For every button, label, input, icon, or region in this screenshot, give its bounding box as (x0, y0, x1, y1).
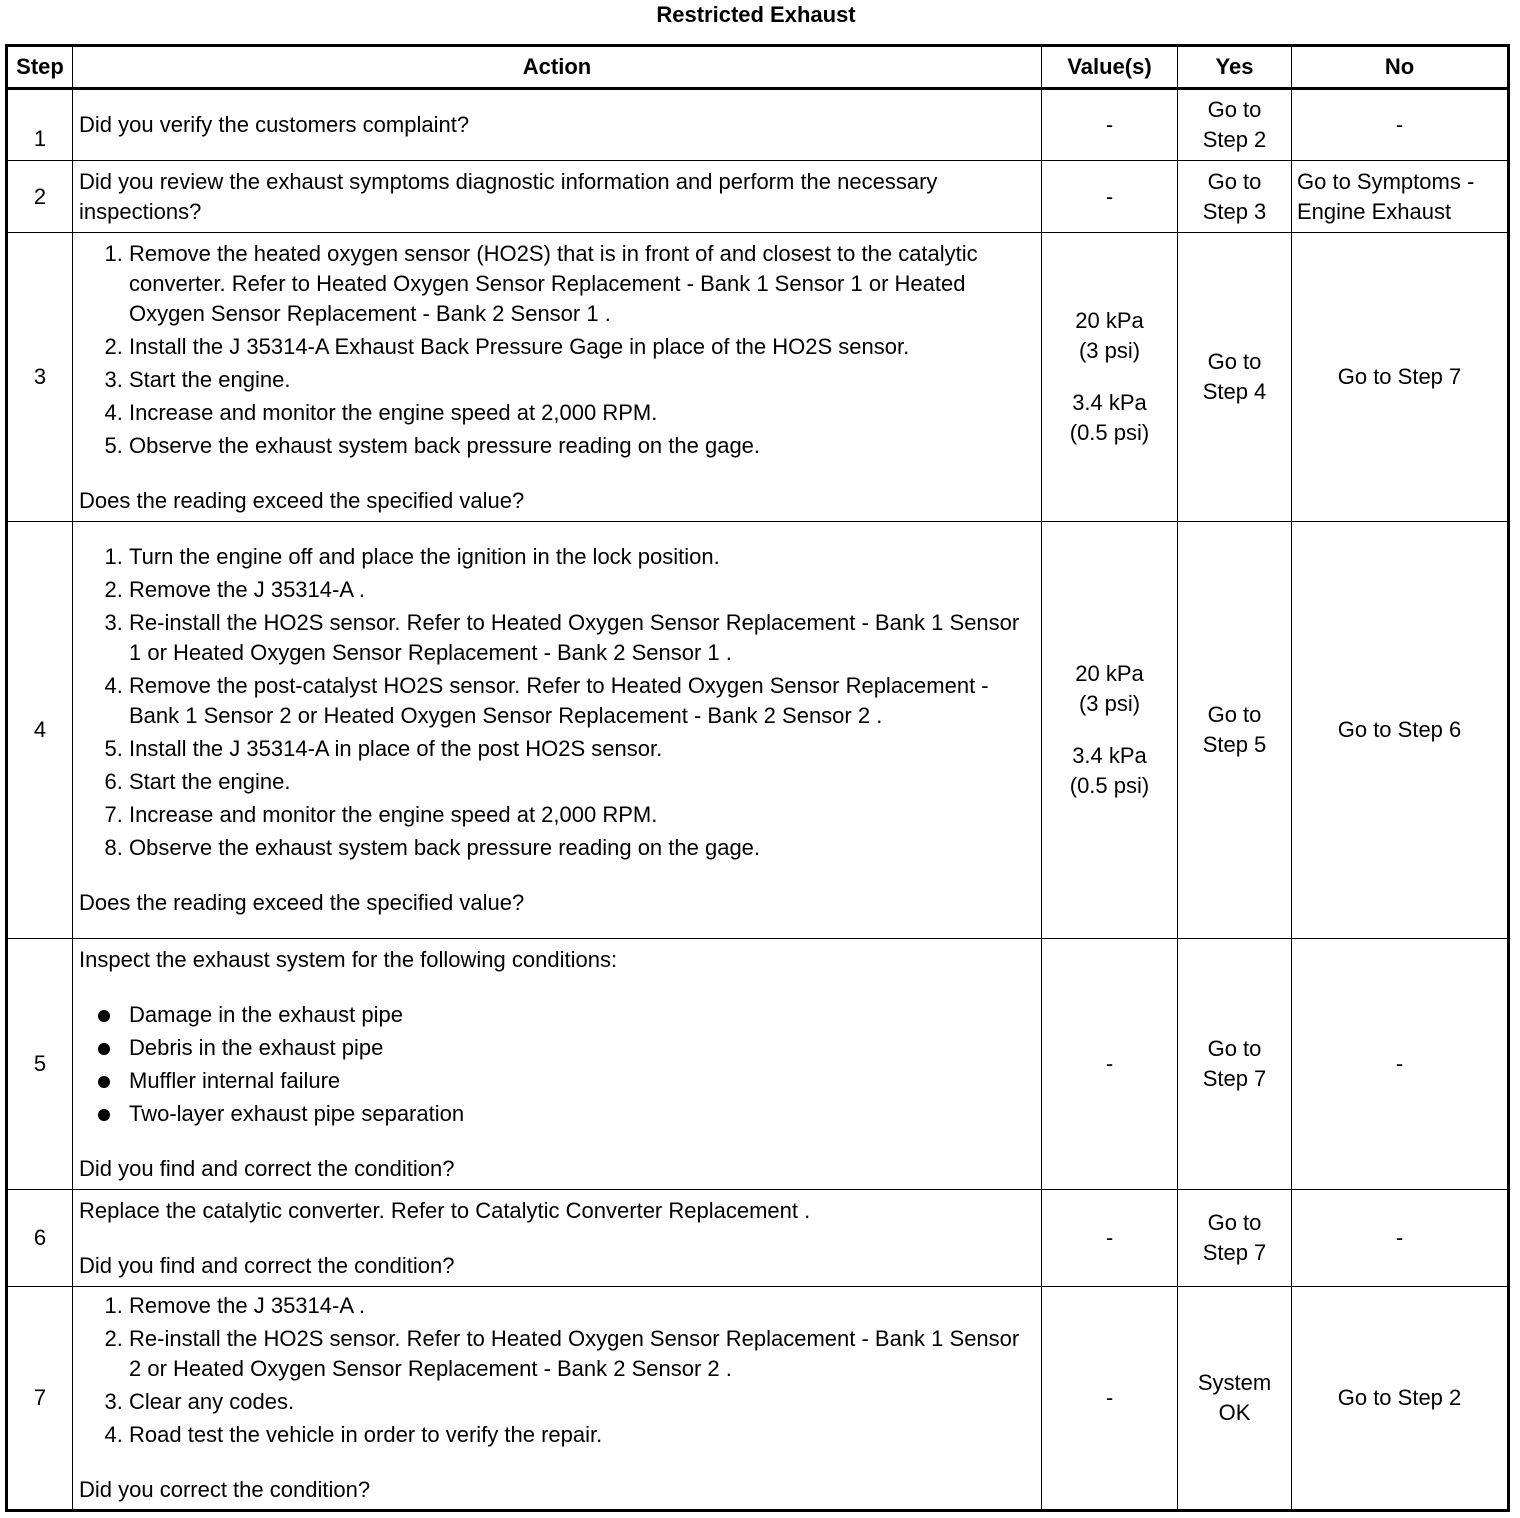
header-action: Action (73, 46, 1042, 89)
no-cell: Go to Step 2 (1292, 1287, 1509, 1511)
values-cell: - (1042, 89, 1178, 161)
list-item: Damage in the exhaust pipe (129, 1000, 1035, 1030)
step-number: 1 (7, 89, 73, 161)
list-item: 2. Install the J 35314-A Exhaust Back Pressure Gage in place of the HO2S sensor. (129, 332, 1035, 362)
list-item: 2. Remove the J 35314-A . (129, 575, 1035, 605)
action-cell (73, 1190, 1042, 1287)
list-item: Muffler internal failure (129, 1066, 1035, 1096)
list-item: 4. Road test the vehicle in order to verify the repair. (129, 1420, 1035, 1450)
list-item: 1. Remove the heated oxygen sensor (HO2S) that is in front of and closest to the catalytic converter. Refer to Heated Oxygen Sensor Replacement - Bank 1 Sensor 1 or Heated Oxygen Sensor Replacement - Bank 2 Sensor 1 . (129, 239, 1035, 329)
list-item: 8. Observe the exhaust system back pressure reading on the gage. (129, 833, 1035, 863)
action-question: Did you correct the condition? (79, 1477, 371, 1502)
table-row (7, 161, 1509, 233)
no-cell: Go to Symptoms - Engine Exhaust (1292, 161, 1509, 233)
action-text: Replace the catalytic converter. Refer to Catalytic Converter Replacement . (79, 1197, 811, 1223)
list-item: 4. Remove the post-catalyst HO2S sensor. Refer to Heated Oxygen Sensor Replacement - Bank 1 Sensor 2 or Heated Oxygen Sensor Replacement - Bank 2 Sensor 2 . (129, 671, 1035, 731)
values-cell: - (1042, 161, 1178, 233)
values-cell: - (1042, 1190, 1178, 1287)
step-number: 2 (7, 161, 73, 233)
no-cell: - (1292, 89, 1509, 161)
step-number: 5 (7, 939, 73, 1190)
action-cell (73, 233, 1042, 522)
action-cell (73, 522, 1042, 939)
action-cell (73, 1287, 1042, 1511)
procedure-list (79, 1291, 1035, 1450)
procedure-list (79, 542, 1035, 863)
header-row (7, 46, 1509, 89)
list-item: 2. Re-install the HO2S sensor. Refer to Heated Oxygen Sensor Replacement - Bank 1 Sensor 2 or Heated Oxygen Sensor Replacement - Bank 2 Sensor 2 . (129, 1324, 1035, 1384)
table-row (7, 89, 1509, 161)
value-text: 3.4 kPa (1072, 390, 1147, 415)
action-cell (73, 89, 1042, 161)
list-item: 5. Install the J 35314-A in place of the post HO2S sensor. (129, 734, 1035, 764)
table-row (7, 1190, 1509, 1287)
yes-cell: Go to Step 7 (1178, 1190, 1292, 1287)
diagnostic-table (5, 44, 1510, 1512)
action-question: Does the reading exceed the specified value? (79, 487, 525, 513)
list-item: 3. Start the engine. (129, 365, 1035, 395)
list-item: Debris in the exhaust pipe (129, 1033, 1035, 1063)
value-text: (3 psi) (1078, 338, 1141, 363)
values-cell (1042, 522, 1178, 939)
yes-cell: Go to Step 5 (1178, 522, 1292, 939)
no-cell: - (1292, 1190, 1509, 1287)
yes-cell: Go to Step 3 (1178, 161, 1292, 233)
step-number: 7 (7, 1287, 73, 1511)
list-item: 5. Observe the exhaust system back pressure reading on the gage. (129, 431, 1035, 461)
action-cell (73, 939, 1042, 1190)
value-text: 3.4 kPa (1072, 743, 1147, 768)
yes-cell: Go to Step 4 (1178, 233, 1292, 522)
action-question: Did you find and correct the condition? (79, 1252, 455, 1278)
table-row (7, 939, 1509, 1190)
procedure-list (79, 239, 1035, 461)
header-no: No (1292, 46, 1509, 89)
action-text: Inspect the exhaust system for the following conditions: (79, 946, 618, 972)
value-text: 20 kPa (1075, 661, 1144, 686)
values-cell: - (1042, 939, 1178, 1190)
action-cell (73, 161, 1042, 233)
value-text: 20 kPa (1075, 308, 1144, 333)
action-text: Did you review the exhaust symptoms diagnostic information and perform the necessary inspections? (79, 168, 938, 224)
condition-list (79, 1000, 1035, 1129)
yes-cell: Go to Step 7 (1178, 939, 1292, 1190)
action-question: Did you find and correct the condition? (79, 1155, 455, 1181)
yes-cell: System OK (1178, 1287, 1292, 1511)
list-item: 6. Start the engine. (129, 767, 1035, 797)
no-cell: - (1292, 939, 1509, 1190)
value-text: (0.5 psi) (1069, 420, 1150, 445)
value-text: (0.5 psi) (1069, 773, 1150, 798)
value-text: (3 psi) (1078, 691, 1141, 716)
step-number: 3 (7, 233, 73, 522)
values-cell (1042, 233, 1178, 522)
action-question: Does the reading exceed the specified value? (79, 890, 525, 915)
no-cell: Go to Step 6 (1292, 522, 1509, 939)
list-item: 4. Increase and monitor the engine speed at 2,000 RPM. (129, 398, 1035, 428)
values-cell: - (1042, 1287, 1178, 1511)
no-cell: Go to Step 7 (1292, 233, 1509, 522)
step-number: 4 (7, 522, 73, 939)
list-item: 1. Remove the J 35314-A . (129, 1291, 1035, 1321)
header-yes: Yes (1178, 46, 1292, 89)
header-step: Step (7, 46, 73, 89)
list-item: 7. Increase and monitor the engine speed at 2,000 RPM. (129, 800, 1035, 830)
list-item: Two-layer exhaust pipe separation (129, 1099, 1035, 1129)
list-item: 1. Turn the engine off and place the ignition in the lock position. (129, 542, 1035, 572)
action-text: Did you verify the customers complaint? (79, 112, 470, 137)
table-row (7, 1287, 1509, 1511)
header-values: Value(s) (1042, 46, 1178, 89)
list-item: 3. Clear any codes. (129, 1387, 1035, 1417)
step-number: 6 (7, 1190, 73, 1287)
list-item: 3. Re-install the HO2S sensor. Refer to Heated Oxygen Sensor Replacement - Bank 1 Sensor 1 or Heated Oxygen Sensor Replacement - Bank 2 Sensor 1 . (129, 608, 1035, 668)
table-row (7, 522, 1509, 939)
table-row (7, 233, 1509, 522)
yes-cell: Go to Step 2 (1178, 89, 1292, 161)
page-title: Restricted Exhaust (656, 2, 856, 27)
